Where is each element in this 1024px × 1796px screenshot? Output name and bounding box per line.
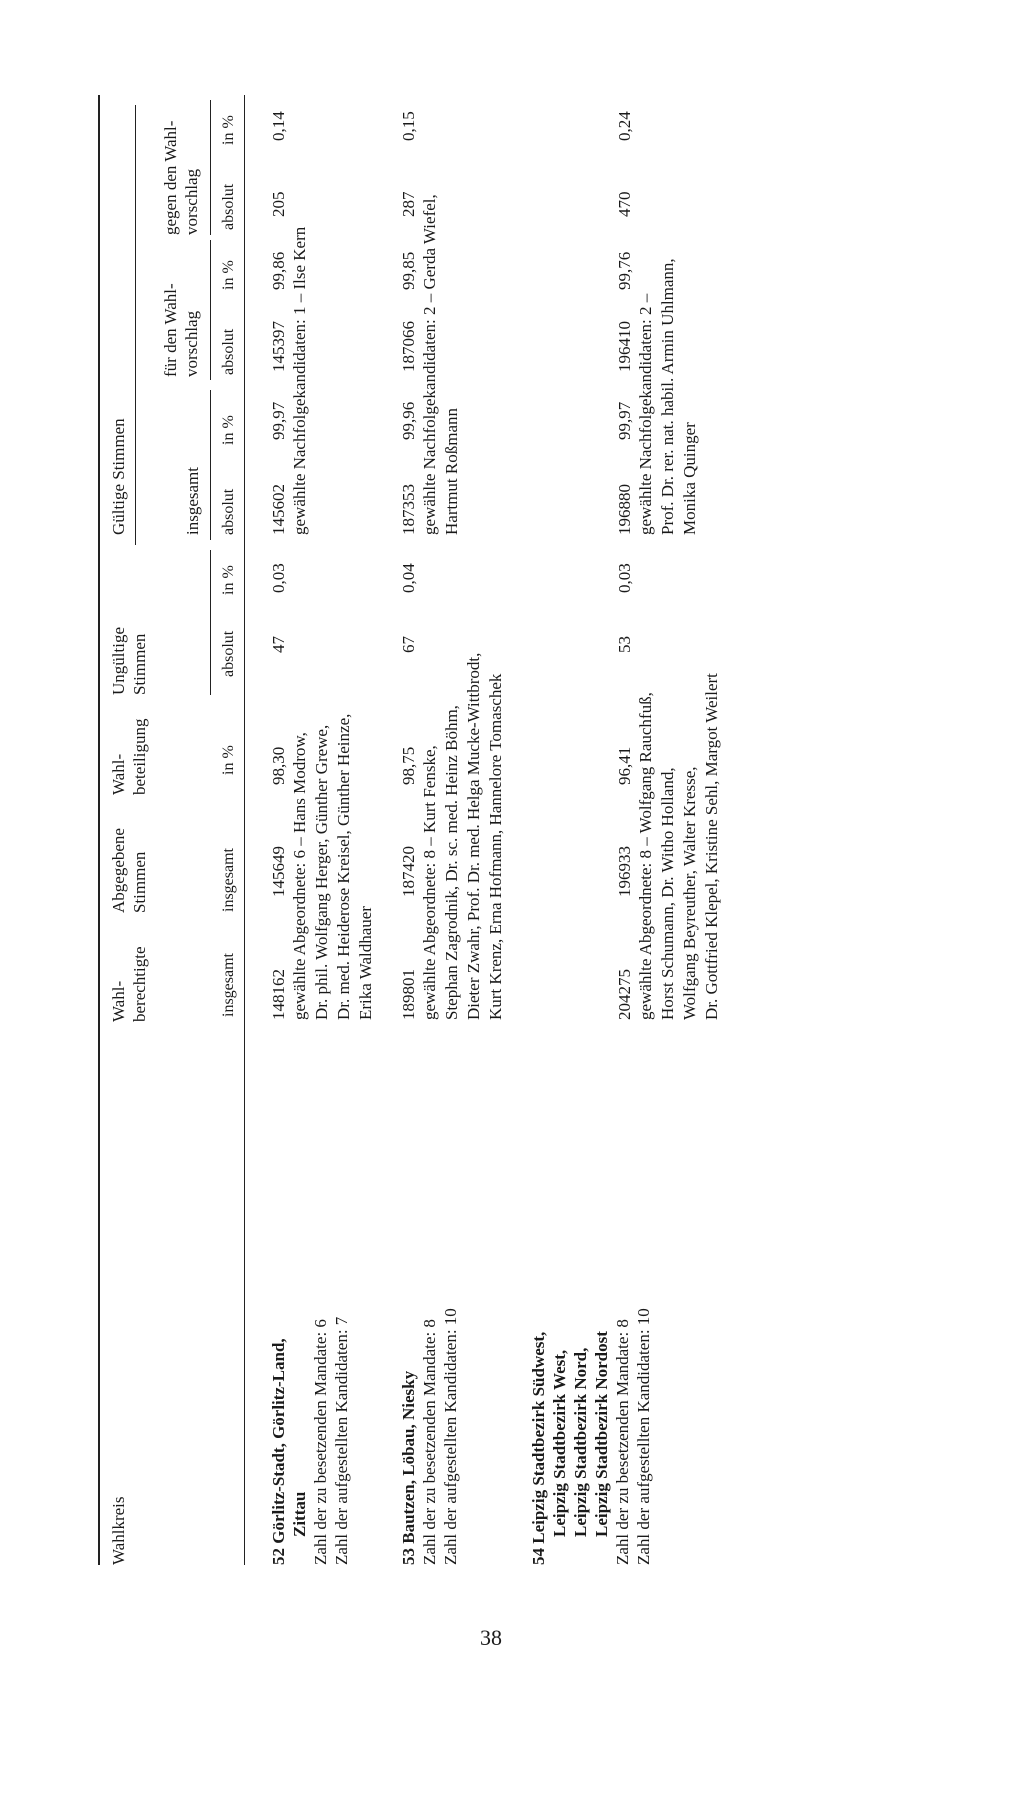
sub-pct-beteiligung: in %	[220, 745, 237, 775]
row-53-gegen-abs: 287	[399, 191, 418, 217]
row-53-ungueltig-abs: 67	[399, 636, 418, 653]
row-54-lines: Zahl der zu besetzenden Mandate: 8 Zahl der aufgestellten Kandidaten: 10	[613, 1308, 653, 1565]
row-53-title: 53 Bautzen, Löbau, Niesky	[399, 1370, 418, 1565]
ungueltige-rule	[210, 550, 211, 695]
row-54-ungueltig-pct: 0,03	[615, 563, 634, 593]
row-52-fuer-abs: 145397	[269, 321, 288, 372]
row-54-gueltig-abs: 196880	[615, 484, 634, 535]
election-results-table	[90, 0, 1024, 1565]
sub-insgesamt-berechtigte: insgesamt	[220, 953, 237, 1017]
row-53-ungueltig-pct: 0,04	[399, 563, 418, 593]
row-54-nachfolge: gewählte Nachfolgekandidaten: 2 – Prof. Dr. rer. nat. habil. Armin Uhlmann, Monika Quinger	[636, 258, 699, 535]
sub-pct-gueltig: in %	[220, 415, 237, 445]
row-54-fuer-abs: 196410	[615, 321, 634, 372]
row-54-abgeordnete: gewählte Abgeordnete: 8 – Wolfgang Rauchfuß, Horst Schumann, Dr. Witho Holland, Wolfgang Beyreuther, Walter Kresse, Dr. Gottfried Klepel, Kristine Sehl, Margot Weilert	[636, 673, 721, 1020]
sub-pct-gegen: in %	[220, 115, 237, 145]
row-52-ungueltig-pct: 0,03	[269, 563, 288, 593]
sub-pct-ungueltig: in %	[220, 565, 237, 595]
row-53-fuer-pct: 99,85	[399, 251, 418, 290]
fuer-rule	[210, 240, 211, 380]
row-52-title: 52 Görlitz-Stadt, Görlitz-Land, Zittau	[269, 1338, 309, 1565]
table-top-rule	[98, 95, 100, 1565]
header-ungueltige-stimmen: Ungültige Stimmen	[109, 627, 149, 695]
gueltige-rule	[135, 105, 136, 545]
row-54-wahlberechtigte: 204275	[615, 969, 634, 1020]
row-52-beteiligung: 98,30	[269, 746, 288, 785]
row-52-nachfolge: gewählte Nachfolgekandidaten: 1 – Ilse Kern	[290, 226, 309, 535]
row-53-lines: Zahl der zu besetzenden Mandate: 8 Zahl der aufgestellten Kandidaten: 10	[420, 1308, 460, 1565]
row-53-gegen-pct: 0,15	[399, 111, 418, 141]
sub-absolut-fuer: absolut	[220, 328, 237, 375]
row-52-fuer-pct: 99,86	[269, 251, 288, 290]
header-gegen-wahlvorschlag: gegen den Wahl- vorschlag	[161, 120, 201, 235]
row-52-ungueltig-abs: 47	[269, 636, 288, 653]
row-54-ungueltig-abs: 53	[615, 636, 634, 653]
rotated-table-page	[90, 0, 1024, 1565]
row-52-gueltig-abs: 145602	[269, 484, 288, 535]
row-53-abgegeben: 187420	[399, 846, 418, 897]
sub-absolut-gegen: absolut	[220, 183, 237, 230]
header-gueltige-stimmen: Gültige Stimmen	[109, 418, 128, 535]
row-54-gueltig-pct: 99,97	[615, 401, 634, 440]
header-abgegebene-stimmen: Abgegebene Stimmen	[109, 828, 149, 913]
row-52-gueltig-pct: 99,97	[269, 401, 288, 440]
sub-pct-fuer: in %	[220, 260, 237, 290]
row-53-abgeordnete: gewählte Abgeordnete: 8 – Kurt Fenske, Stephan Zagrodnik, Dr. sc. med. Heinz Böhm, Dieter Zwahr, Prof. Dr. med. Helga Mucke-Wittbrodt, Kurt Krenz, Erna Hofmann, Hannelore Tomaschek	[420, 652, 505, 1020]
row-52-lines: Zahl der zu besetzenden Mandate: 6 Zahl der aufgestellten Kandidaten: 7	[311, 1316, 351, 1565]
page-number: 38	[480, 1625, 502, 1650]
header-wahlkreis: Wahlkreis	[109, 1496, 128, 1565]
header-wahlbeteiligung: Wahl- beteiligung	[109, 718, 149, 795]
row-52-wahlberechtigte: 148162	[269, 969, 288, 1020]
row-52-abgeordnete: gewählte Abgeordnete: 6 – Hans Modrow, Dr. phil. Wolfgang Herger, Günther Grewe, Dr. med. Heiderose Kreisel, Günther Heinze, Erika Waldhauer	[290, 713, 375, 1020]
insgesamt-rule	[210, 390, 211, 540]
header-bottom-rule	[244, 95, 245, 1565]
row-53-nachfolge: gewählte Nachfolgekandidaten: 2 – Gerda Wiefel, Hartmut Roßmann	[420, 194, 461, 535]
sub-absolut-gueltig: absolut	[220, 488, 237, 535]
row-52-gegen-pct: 0,14	[269, 111, 288, 141]
row-54-gegen-abs: 470	[615, 191, 634, 217]
row-52-gegen-abs: 205	[269, 191, 288, 217]
row-53-wahlberechtigte: 189801	[399, 969, 418, 1020]
row-54-gegen-pct: 0,24	[615, 111, 634, 141]
row-53-gueltig-abs: 187353	[399, 484, 418, 535]
row-52-abgegeben: 145649	[269, 846, 288, 897]
sub-absolut-ungueltig: absolut	[220, 630, 237, 677]
header-insgesamt-group: insgesamt	[183, 467, 202, 535]
row-54-beteiligung: 96,41	[615, 746, 634, 785]
sub-insgesamt-abgegeben: insgesamt	[220, 848, 237, 912]
row-54-fuer-pct: 99,76	[615, 251, 634, 290]
row-53-gueltig-pct: 99,96	[399, 401, 418, 440]
gegen-rule	[210, 100, 211, 235]
row-53-fuer-abs: 187066	[399, 321, 418, 372]
header-fuer-wahlvorschlag: für den Wahl- vorschlag	[161, 283, 201, 377]
row-54-abgegeben: 196933	[615, 846, 634, 897]
header-wahlberechtigte: Wahl- berechtigte	[109, 946, 149, 1022]
row-53-beteiligung: 98,75	[399, 746, 418, 785]
row-54-title: 54 Leipzig Stadtbezirk Südwest, Leipzig Stadtbezirk West, Leipzig Stadtbezirk Nord, Leipzig Stadtbezirk Nordost	[529, 1331, 611, 1565]
